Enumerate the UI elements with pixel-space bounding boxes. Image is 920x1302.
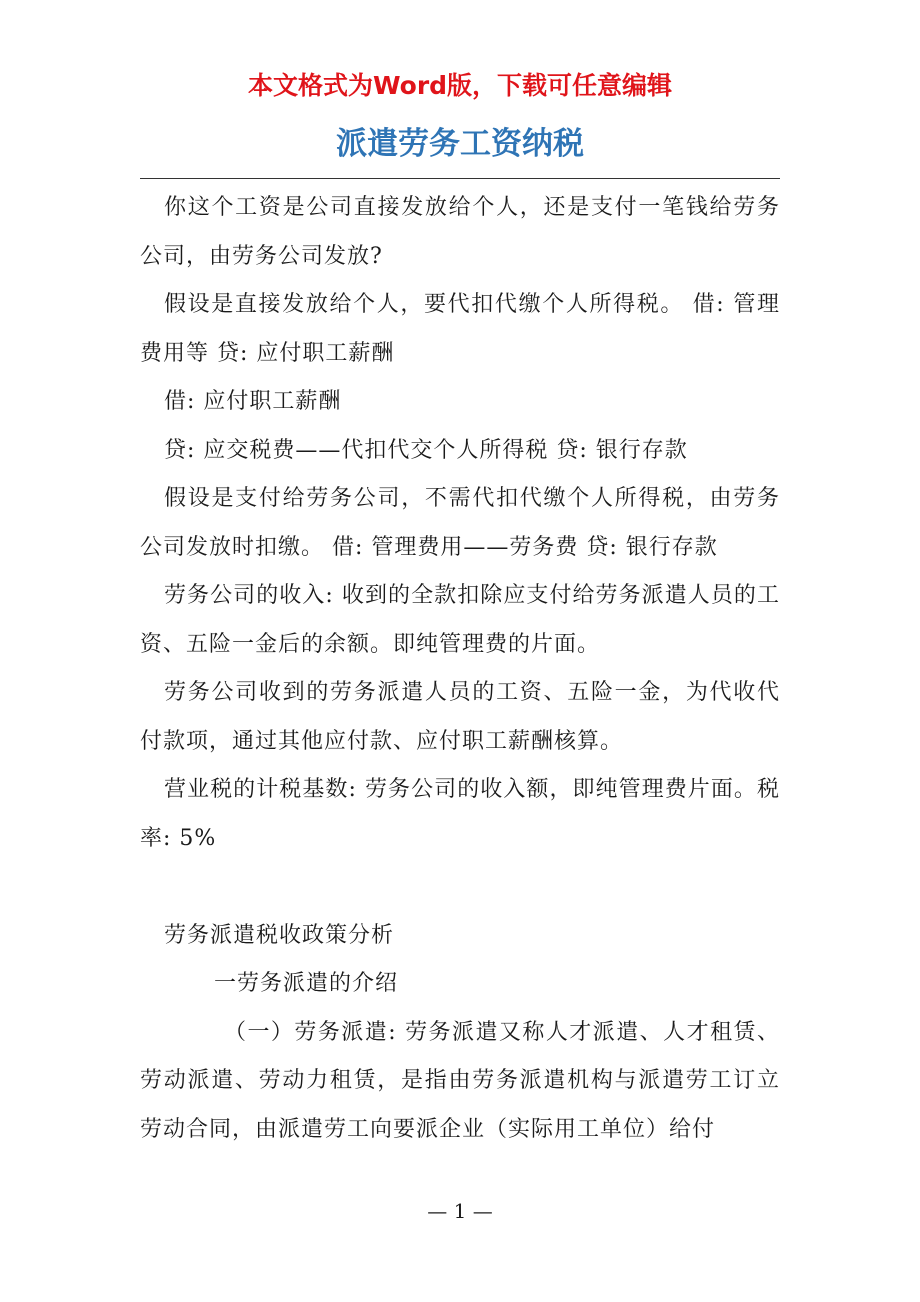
page-number: — 1 —	[427, 1199, 493, 1223]
paragraph-agency-income: 劳务公司的收入: 收到的全款扣除应支付给劳务派遣人员的工资、五险一金后的余额。即纯管理费的片面。	[140, 583, 780, 657]
paragraph-credit-entry: 贷: 应交税费——代扣代交个人所得税 贷: 银行存款	[164, 437, 688, 463]
section-heading: 劳务派遣税收政策分析	[164, 922, 395, 948]
paragraph-wage-question: 你这个工资是公司直接发放给个人，还是支付一笔钱给劳务公司，由劳务公司发放?	[140, 195, 780, 269]
paragraph-agency-payment: 假设是支付给劳务公司，不需代扣代缴个人所得税，由劳务公司发放时扣缴。 借: 管理费用——劳务费 贷: 银行存款	[140, 486, 780, 560]
paragraph-debit-entry: 借: 应付职工薪酬	[164, 389, 342, 414]
document-title: 派遣劳务工资纳税	[336, 126, 584, 162]
subsection-heading: 一劳务派遣的介绍	[214, 971, 399, 996]
paragraph-direct-payment: 假设是直接发放给个人，要代扣代缴个人所得税。 借: 管理费用等 贷: 应付职工薪酬	[140, 292, 780, 366]
document-body	[140, 184, 780, 1154]
paragraph-agency-collection: 劳务公司收到的劳务派遣人员的工资、五险一金，为代收代付款项，通过其他应付款、应付职工薪酬核算。	[140, 680, 780, 754]
paragraph-business-tax: 营业税的计税基数: 劳务公司的收入额，即纯管理费片面。税率: 5%	[140, 777, 780, 851]
paragraph-dispatch-definition: （一）劳务派遣: 劳务派遣又称人才派遣、人才租赁、劳动派遣、劳动力租赁，是指由劳务派遣机构与派遣劳工订立劳动合同，由派遣劳工向要派企业（实际用工单位）给付	[140, 1019, 780, 1142]
title-divider	[140, 178, 780, 179]
blank-line	[140, 863, 780, 912]
format-banner: 本文格式为Word版，下载可任意编辑	[247, 71, 673, 100]
